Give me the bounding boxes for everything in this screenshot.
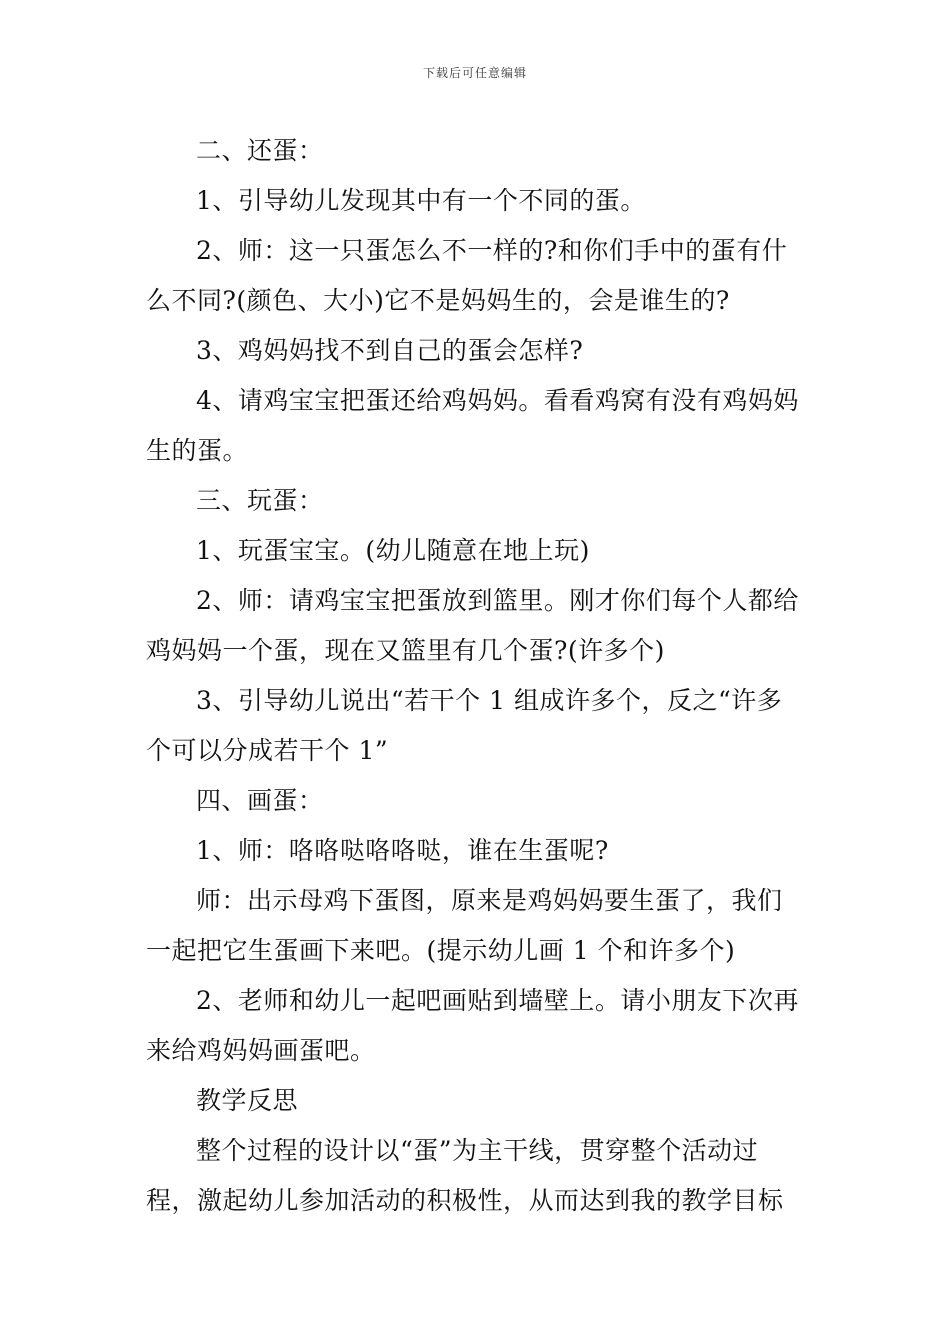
paragraph-line: 4、请鸡宝宝把蛋还给鸡妈妈。看看鸡窝有没有鸡妈妈: [196, 386, 799, 415]
paragraph-line-continued: 么不同?(颜色、大小)它不是妈妈生的，会是谁生的?: [146, 286, 730, 315]
paragraph-line-continued: 鸡妈妈一个蛋，现在又篮里有几个蛋?(许多个): [146, 636, 665, 665]
paragraph-line: 2、老师和幼儿一起吧画贴到墙壁上。请小朋友下次再: [196, 986, 799, 1015]
paragraph-line: 1、玩蛋宝宝。(幼儿随意在地上玩): [196, 536, 590, 565]
paragraph-line: 1、师：咯咯哒咯咯哒，谁在生蛋呢?: [196, 836, 609, 865]
page-header: 下载后可任意编辑: [422, 66, 527, 80]
section-heading-play-egg: 三、玩蛋：: [196, 486, 324, 515]
paragraph-line: 3、引导幼儿说出“若干个 1 组成许多个，反之“许多: [196, 686, 783, 715]
paragraph-line: 整个过程的设计以“蛋”为主干线，贯穿整个活动过: [196, 1136, 759, 1165]
section-heading-return-egg: 二、还蛋：: [196, 136, 324, 165]
paragraph-line-continued: 生的蛋。: [146, 436, 249, 465]
paragraph-line-continued: 程，激起幼儿参加活动的积极性，从而达到我的教学目标: [146, 1186, 784, 1215]
paragraph-line-continued: 来给鸡妈妈画蛋吧。: [146, 1036, 376, 1065]
section-heading-draw-egg: 四、画蛋：: [196, 786, 324, 815]
paragraph-line-continued: 个可以分成若干个 1”: [146, 736, 389, 765]
paragraph-line: 师：出示母鸡下蛋图，原来是鸡妈妈要生蛋了，我们: [196, 886, 783, 915]
paragraph-line: 1、引导幼儿发现其中有一个不同的蛋。: [196, 186, 646, 215]
section-heading-reflection: 教学反思: [196, 1086, 299, 1115]
paragraph-line: 3、鸡妈妈找不到自己的蛋会怎样?: [196, 336, 584, 365]
document-body: [146, 126, 808, 1226]
paragraph-line: 2、师：请鸡宝宝把蛋放到篮里。刚才你们每个人都给: [196, 586, 799, 615]
paragraph-line-continued: 一起把它生蛋画下来吧。(提示幼儿画 1 个和许多个): [146, 936, 736, 965]
paragraph-line: 2、师：这一只蛋怎么不一样的?和你们手中的蛋有什: [196, 236, 788, 265]
